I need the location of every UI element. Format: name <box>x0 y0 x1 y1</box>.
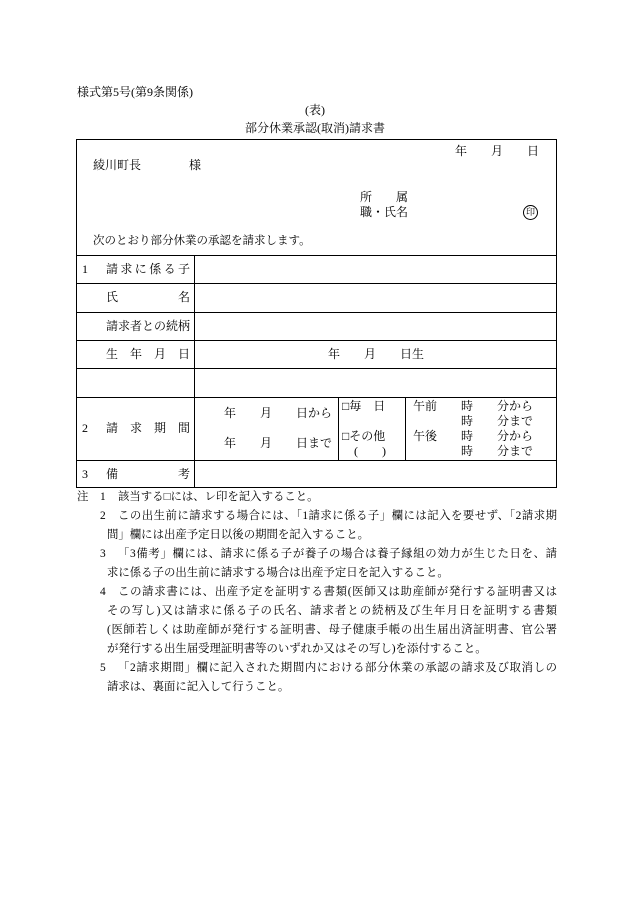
pm-from-time: 午後 時 分から <box>413 429 534 443</box>
affiliation-label: 所 属 <box>360 190 409 204</box>
notes-section <box>77 488 557 697</box>
note-item <box>77 583 557 659</box>
request-statement: 次のとおり部分休業の承認を請求します。 <box>93 235 311 247</box>
note-line: 間」欄には出産予定日以後の期間を記入すること。 <box>107 529 369 541</box>
note-item <box>77 659 557 697</box>
note-line: 求に係る子の出生前に請求する場合は出産予定日を記入すること。 <box>107 567 449 579</box>
row-divider <box>77 312 556 313</box>
am-to-time: 時 分まで <box>461 414 534 428</box>
document-title: 部分休業承認(取消)請求書 <box>245 121 385 135</box>
addressee: 綾川町長 様 <box>93 158 202 172</box>
note-line: 「2請求期間」欄に記入された期間内における部分休業の承認の請求及び取消しの <box>118 662 557 674</box>
row-divider <box>77 397 556 398</box>
child-row-label: 請求に係る子 <box>106 262 190 276</box>
row-divider <box>77 255 556 256</box>
note-item <box>77 488 557 507</box>
row-divider <box>77 368 556 369</box>
note-line: その写し)又は請求に係る子の氏名、請求者との続柄及び生年月日を証明する書類 <box>107 605 557 617</box>
note-number: 4 <box>100 586 106 598</box>
period-from-date: 年 月 日から <box>224 406 333 420</box>
note-line: (医師若しくは助産師が発行する証明書、母子健康手帳の出生届出済証明書、官公署 <box>107 624 557 636</box>
notes-heading: 注 <box>77 491 89 503</box>
period-column-divider <box>338 397 339 460</box>
note-number: 2 <box>100 510 106 522</box>
note-line: 該当する□には、レ印を記入すること。 <box>118 491 319 503</box>
remarks-row-number: 3 <box>82 467 88 481</box>
note-number: 1 <box>100 491 106 503</box>
period-column-divider <box>405 397 406 460</box>
seal-mark: 印 <box>523 205 538 220</box>
note-item <box>77 545 557 583</box>
am-from-time: 午前 時 分から <box>413 399 534 413</box>
label-column-divider <box>194 255 195 487</box>
position-name-label: 職・氏名 <box>360 205 409 219</box>
other-option: □その他 <box>342 429 386 443</box>
form-number: 様式第5号(第9条関係) <box>77 85 193 99</box>
row-divider <box>77 340 556 341</box>
child-row-number: 1 <box>82 262 88 276</box>
note-line: 「3備考」欄には、請求に係る子が養子の場合は養子縁組の効力が生じた日を、請 <box>118 548 557 560</box>
request-form-table <box>76 139 557 488</box>
period-to-date: 年 月 日まで <box>224 436 333 450</box>
birthdate-value: 年 月 日生 <box>328 347 425 361</box>
other-option-paren: ( ) <box>354 444 386 458</box>
daily-option: □毎 日 <box>342 399 386 413</box>
remarks-row-label: 備 考 <box>106 467 190 481</box>
pm-to-time: 時 分まで <box>461 444 534 458</box>
note-line: この出生前に請求する場合には、「1請求に係る子」欄には記入を要せず、「2請求期 <box>118 510 557 522</box>
side-label: (表) <box>305 103 325 117</box>
birthdate-row-label: 生 年 月 日 <box>106 347 190 361</box>
note-line: 請求は、裏面に記入して行うこと。 <box>107 681 290 693</box>
note-line: この請求書には、出産予定を証明する書類(医師又は助産師が発行する証明書又は <box>118 586 557 598</box>
row-divider <box>77 460 556 461</box>
relationship-row-label: 請求者との続柄 <box>106 319 190 333</box>
period-row-label: 請 求 期 間 <box>106 421 190 435</box>
note-line: が発行する出生届受理証明書等のいずれか又はその写し)を添付すること。 <box>107 643 487 655</box>
period-row-number: 2 <box>82 421 88 435</box>
name-row-label: 氏 名 <box>106 290 190 304</box>
request-date: 年 月 日 <box>455 144 540 158</box>
note-item <box>77 507 557 545</box>
row-divider <box>77 283 556 284</box>
note-number: 3 <box>100 548 106 560</box>
note-number: 5 <box>100 662 106 674</box>
